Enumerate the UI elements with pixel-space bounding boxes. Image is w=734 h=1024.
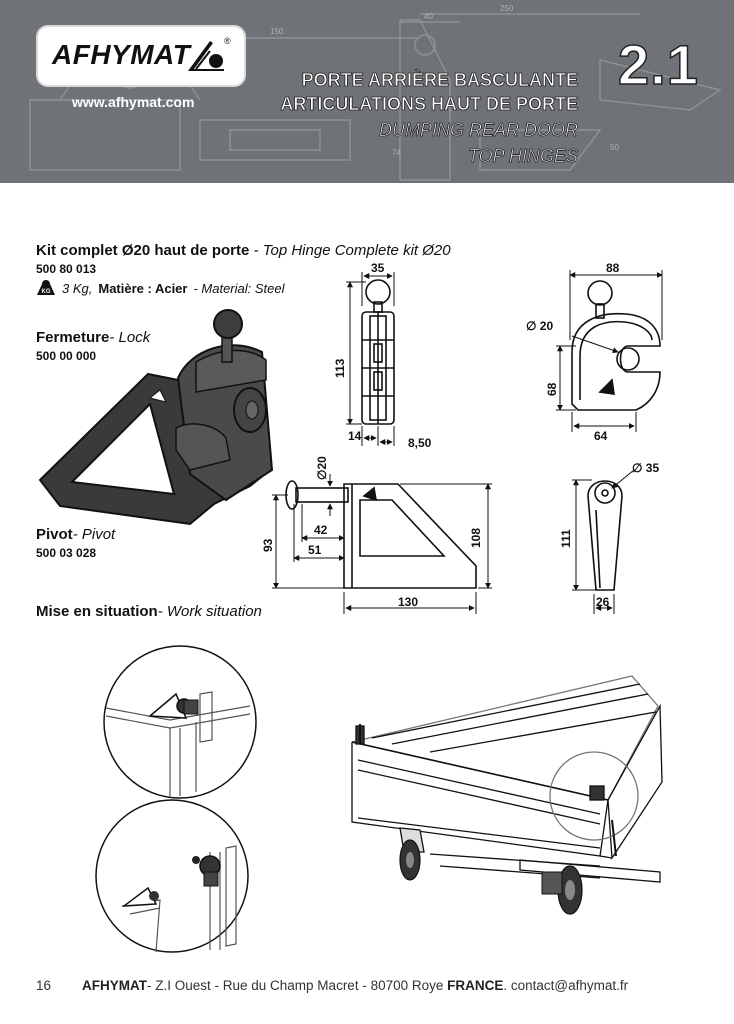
lock-code: 500 00 000 bbox=[36, 349, 97, 363]
situation-detail-top bbox=[104, 646, 256, 798]
pivot-title-en: - Pivot bbox=[72, 526, 116, 543]
footer-contact-email[interactable]: . contact@afhymat.fr bbox=[503, 978, 629, 993]
dim-64: 64 bbox=[594, 429, 608, 443]
situation-detail-bottom bbox=[96, 800, 248, 952]
pivot-code: 500 03 028 bbox=[36, 546, 97, 560]
title-en-line1: DUMPING REAR DOOR bbox=[378, 120, 578, 140]
pivot-title-fr: Pivot bbox=[36, 526, 73, 543]
title-fr-line2: ARTICULATIONS HAUT DE PORTE bbox=[280, 94, 578, 114]
title-fr-line1: PORTE ARRIÈRE BASCULANTE bbox=[301, 70, 578, 90]
dim-51: 51 bbox=[308, 543, 322, 557]
website-link[interactable]: www.afhymat.com bbox=[72, 94, 195, 110]
logo-text: AFHYMAT bbox=[52, 39, 191, 70]
lock-title-fr: Fermeture bbox=[36, 329, 110, 346]
logo-registered-mark: ® bbox=[224, 36, 231, 46]
page-footer bbox=[36, 978, 628, 993]
pivot-front-view bbox=[588, 481, 622, 590]
dim-88: 88 bbox=[606, 261, 620, 275]
lock-side-view bbox=[362, 280, 394, 424]
kit-title-en: - Top Hinge Complete kit Ø20 bbox=[253, 242, 451, 259]
kit-material-fr: Matière : Acier bbox=[98, 280, 188, 296]
dim-108: 108 bbox=[469, 527, 483, 548]
dim-26: 26 bbox=[596, 595, 610, 609]
dim-diameter-20: ∅ 20 bbox=[526, 319, 554, 333]
bg-dim-250: 250 bbox=[500, 4, 514, 13]
bg-dim-50: 50 bbox=[610, 143, 619, 152]
dim-pin-diameter-20: ∅20 bbox=[315, 456, 329, 480]
dim-35-top: 35 bbox=[371, 261, 385, 275]
svg-text:KG: KG bbox=[41, 289, 51, 295]
kit-title-fr: Kit complet Ø20 haut de porte bbox=[36, 242, 250, 259]
pivot-side-dimensions bbox=[272, 474, 492, 614]
lock-3d-render bbox=[40, 310, 272, 524]
footer-address: - Z.I Ouest - Rue du Champ Macret - 80700 Roye bbox=[147, 978, 448, 993]
kit-weight: 3 Kg, bbox=[62, 280, 93, 296]
situation-title-en: - Work situation bbox=[157, 603, 262, 620]
dim-42: 42 bbox=[314, 523, 328, 537]
dim-14: 14 bbox=[348, 429, 362, 443]
situation-wheels bbox=[400, 840, 582, 914]
dim-diameter-35: ∅ 35 bbox=[632, 461, 660, 475]
dim-68: 68 bbox=[545, 382, 559, 396]
bg-dim-74: 74 bbox=[392, 148, 401, 157]
dim-111: 111 bbox=[559, 529, 573, 548]
dim-130: 130 bbox=[398, 595, 419, 609]
footer-country: FRANCE bbox=[447, 978, 504, 993]
kit-material-en: - Material: Steel bbox=[193, 280, 285, 296]
lock-title-en: - Lock bbox=[109, 329, 151, 346]
lock-front-view bbox=[572, 281, 660, 410]
section-number: 2.1 bbox=[618, 33, 699, 96]
kit-code: 500 80 013 bbox=[36, 262, 97, 276]
dim-8-50: 8,50 bbox=[408, 436, 432, 450]
bg-dim-150: 150 bbox=[270, 27, 284, 36]
dim-113: 113 bbox=[333, 358, 347, 378]
page-number: 16 bbox=[36, 978, 52, 993]
situation-title-fr: Mise en situation bbox=[36, 603, 158, 620]
footer-company: AFHYMAT bbox=[82, 978, 147, 993]
dim-93: 93 bbox=[261, 538, 275, 552]
situation-truck-body bbox=[352, 676, 662, 882]
bg-dim-40: 40 bbox=[424, 12, 433, 21]
title-en-line2: TOP HINGES bbox=[467, 146, 578, 166]
